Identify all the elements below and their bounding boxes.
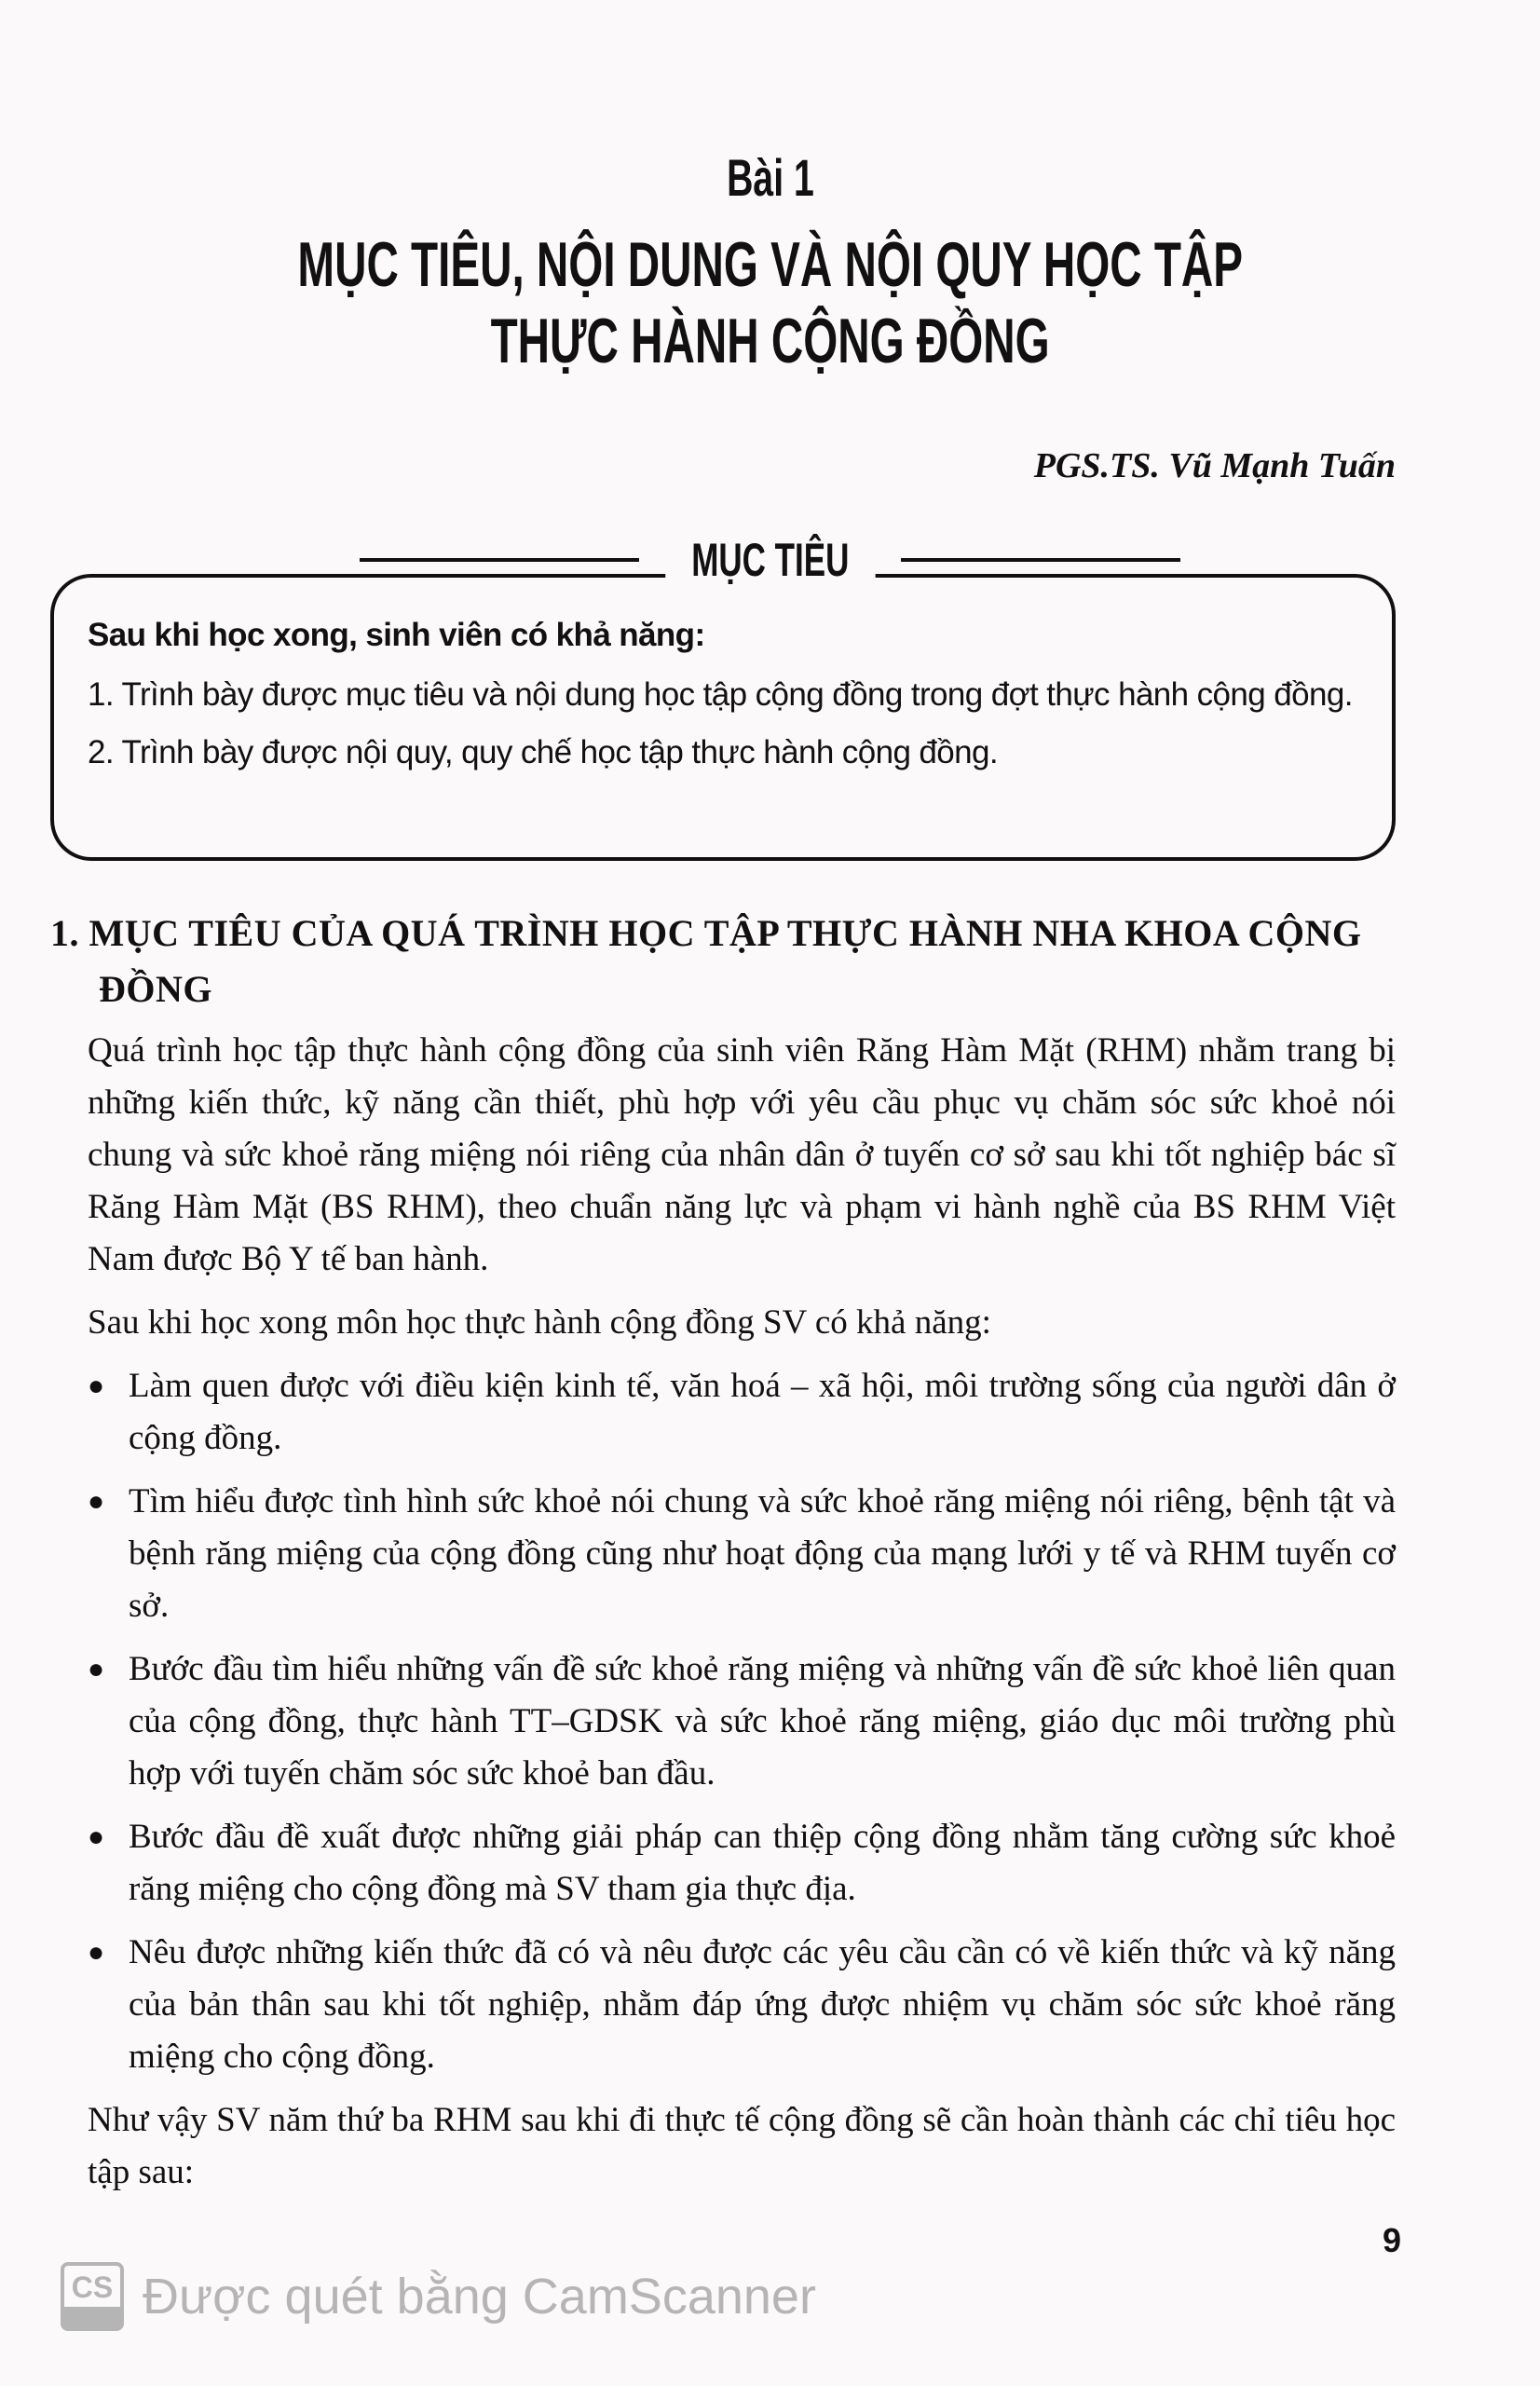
objective-item: 2. Trình bày được nội quy, quy chế học tập thực hành cộng đồng. bbox=[88, 734, 999, 770]
objectives-intro: Sau khi học xong, sinh viên có khả năng: bbox=[88, 617, 705, 653]
lesson-title-line-2: THỰC HÀNH CỘNG ĐỒNG bbox=[490, 306, 1050, 376]
page-number: 9 bbox=[1383, 2221, 1402, 2259]
list-item: ● Bước đầu đề xuất được những giải pháp can thiệp cộng đồng nhằm tăng cường sức khoẻ răng miệng cho cộng đồng mà SV tham gia thực địa. bbox=[88, 1811, 1396, 1916]
bullet-icon: ● bbox=[88, 1370, 105, 1401]
section-heading: 1. MỤC TIÊU CỦA QUÁ TRÌNH HỌC TẬP THỰC HÀNH NHA KHOA CỘNG ĐỒNG bbox=[50, 912, 1362, 1010]
list-item: ● Làm quen được với điều kiện kinh tế, văn hoá – xã hội, môi trường sống của người dân ở cộng đồng. bbox=[88, 1360, 1396, 1465]
paragraph: Như vậy SV năm thứ ba RHM sau khi đi thực tế cộng đồng sẽ cần hoàn thành các chỉ tiêu học tập sau: bbox=[88, 2101, 1396, 2191]
list-item: ● Bước đầu tìm hiểu những vấn đề sức khoẻ răng miệng và những vấn đề sức khoẻ liên quan của cộng đồng, thực hành TT–GDSK và sức khoẻ răng miệng, giáo dục môi trường phù hợp với tuyến chăm sóc sức khoẻ ban đầu. bbox=[88, 1643, 1396, 1800]
bullet-list bbox=[88, 1360, 1396, 2083]
watermark-text: Được quét bằng CamScanner bbox=[143, 2269, 816, 2325]
bullet-icon: ● bbox=[88, 1937, 105, 1968]
lesson-number: Bài 1 bbox=[726, 148, 814, 207]
objective-item: 1. Trình bày được mục tiêu và nội dung học tập cộng đồng trong đợt thực hành cộng đồng. bbox=[88, 676, 1353, 713]
objectives-label: MỤC TIÊU bbox=[0, 533, 1540, 587]
list-item: ● Nêu được những kiến thức đã có và nêu được các yêu cầu cần có về kiến thức và kỹ năng của bản thân sau khi tốt nghiệp, nhằm đáp ứng được nhiệm vụ chăm sóc sức khoẻ răng miệng cho cộng đồng. bbox=[88, 1927, 1396, 2083]
lesson-title-line-1: MỤC TIÊU, NỘI DUNG VÀ NỘI QUY HỌC TẬP bbox=[297, 229, 1243, 300]
bullet-icon: ● bbox=[88, 1821, 105, 1852]
section-body bbox=[88, 1025, 1396, 2210]
bullet-icon: ● bbox=[88, 1654, 105, 1684]
paragraph: Quá trình học tập thực hành cộng đồng của sinh viên Răng Hàm Mặt (RHM) nhằm trang bị những kiến thức, kỹ năng cần thiết, phù hợp với yêu cầu phục vụ chăm sóc sức khoẻ nói chung và sức khoẻ răng miệng nói riêng của nhân dân ở tuyến cơ sở sau khi tốt nghiệp bác sĩ Răng Hàm Mặt (BS RHM), theo chuẩn năng lực và phạm vi hành nghề của BS RHM Việt Nam được Bộ Y tế ban hành. bbox=[88, 1031, 1396, 1278]
objectives-content bbox=[88, 610, 1373, 785]
author: PGS.TS. Vũ Mạnh Tuấn bbox=[1033, 446, 1396, 485]
paragraph: Sau khi học xong môn học thực hành cộng đồng SV có khả năng: bbox=[88, 1303, 991, 1342]
bullet-icon: ● bbox=[88, 1486, 105, 1517]
camscanner-logo-icon: CS bbox=[61, 2262, 124, 2331]
divider bbox=[360, 558, 639, 562]
divider bbox=[901, 558, 1180, 562]
list-item: ● Tìm hiểu được tình hình sức khoẻ nói chung và sức khoẻ răng miệng nói riêng, bệnh tật và bệnh răng miệng của cộng đồng cũng như hoạt động của mạng lưới y tế và RHM tuyến cơ sở. bbox=[88, 1476, 1396, 1632]
camscanner-watermark bbox=[61, 2262, 816, 2331]
